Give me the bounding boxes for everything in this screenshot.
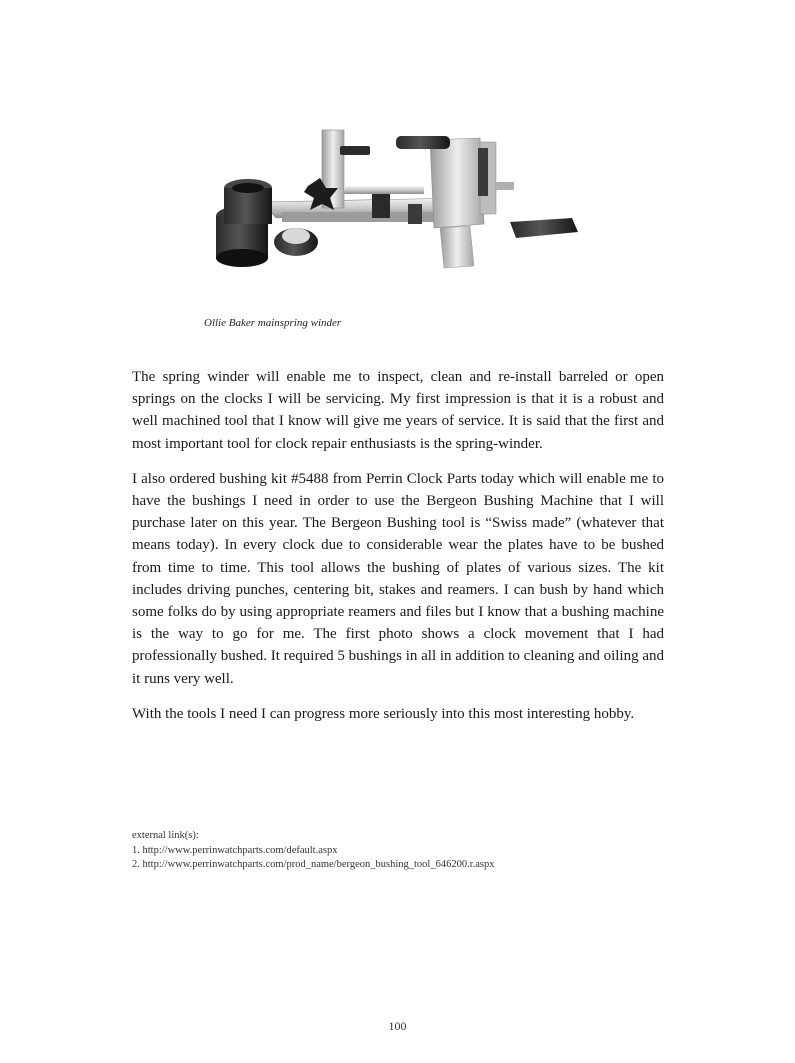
paragraph: I also ordered bushing kit #5488 from Perrin Clock Parts today which will enable me to have the bushings I need in order to use the Bergeon Bushing Machine that I will purchase later on this year. The Bergeon Bushing tool is “Swiss made” (whatever that means today). In every clock due to considerable wear the plates have to be bushed from time to time. This tool allows the bushing of plates of various sizes. The kit includes driving punches, centering bit, stakes and reamers. I can bush by hand which some folks do by using appropriate reamers and files but I know that a bushing machine is the way to go for me. The first photo shows a clock movement that I had professionally bushed. It required 5 bushings in all in addition to cleaning and oiling and it runs very well. — [132, 470, 664, 687]
paragraph: The spring winder will enable me to inspect, clean and re-install barreled or open springs on the clocks I will be servicing. My first impression is that it is a robust and well machined tool that I know will give me years of service. It is said that the first and most important tool for clock repair enthusiasts is the spring-winder. — [132, 369, 664, 452]
page-number: 100 — [388, 1019, 407, 1033]
external-link[interactable]: 1. http://www.perrinwatchparts.com/default.aspx — [132, 844, 338, 856]
external-links-heading: external link(s): — [132, 830, 199, 841]
mainspring-winder-photo — [212, 124, 584, 274]
external-links-section — [132, 829, 494, 873]
article-body — [132, 366, 664, 738]
figure-caption: Ollie Baker mainspring winder — [204, 317, 342, 329]
paragraph: With the tools I need I can progress more seriously into this most interesting hobby. — [132, 705, 635, 722]
external-link[interactable]: 2. http://www.perrinwatchparts.com/prod_name/bergeon_bushing_tool_646200.r.aspx — [132, 859, 495, 870]
